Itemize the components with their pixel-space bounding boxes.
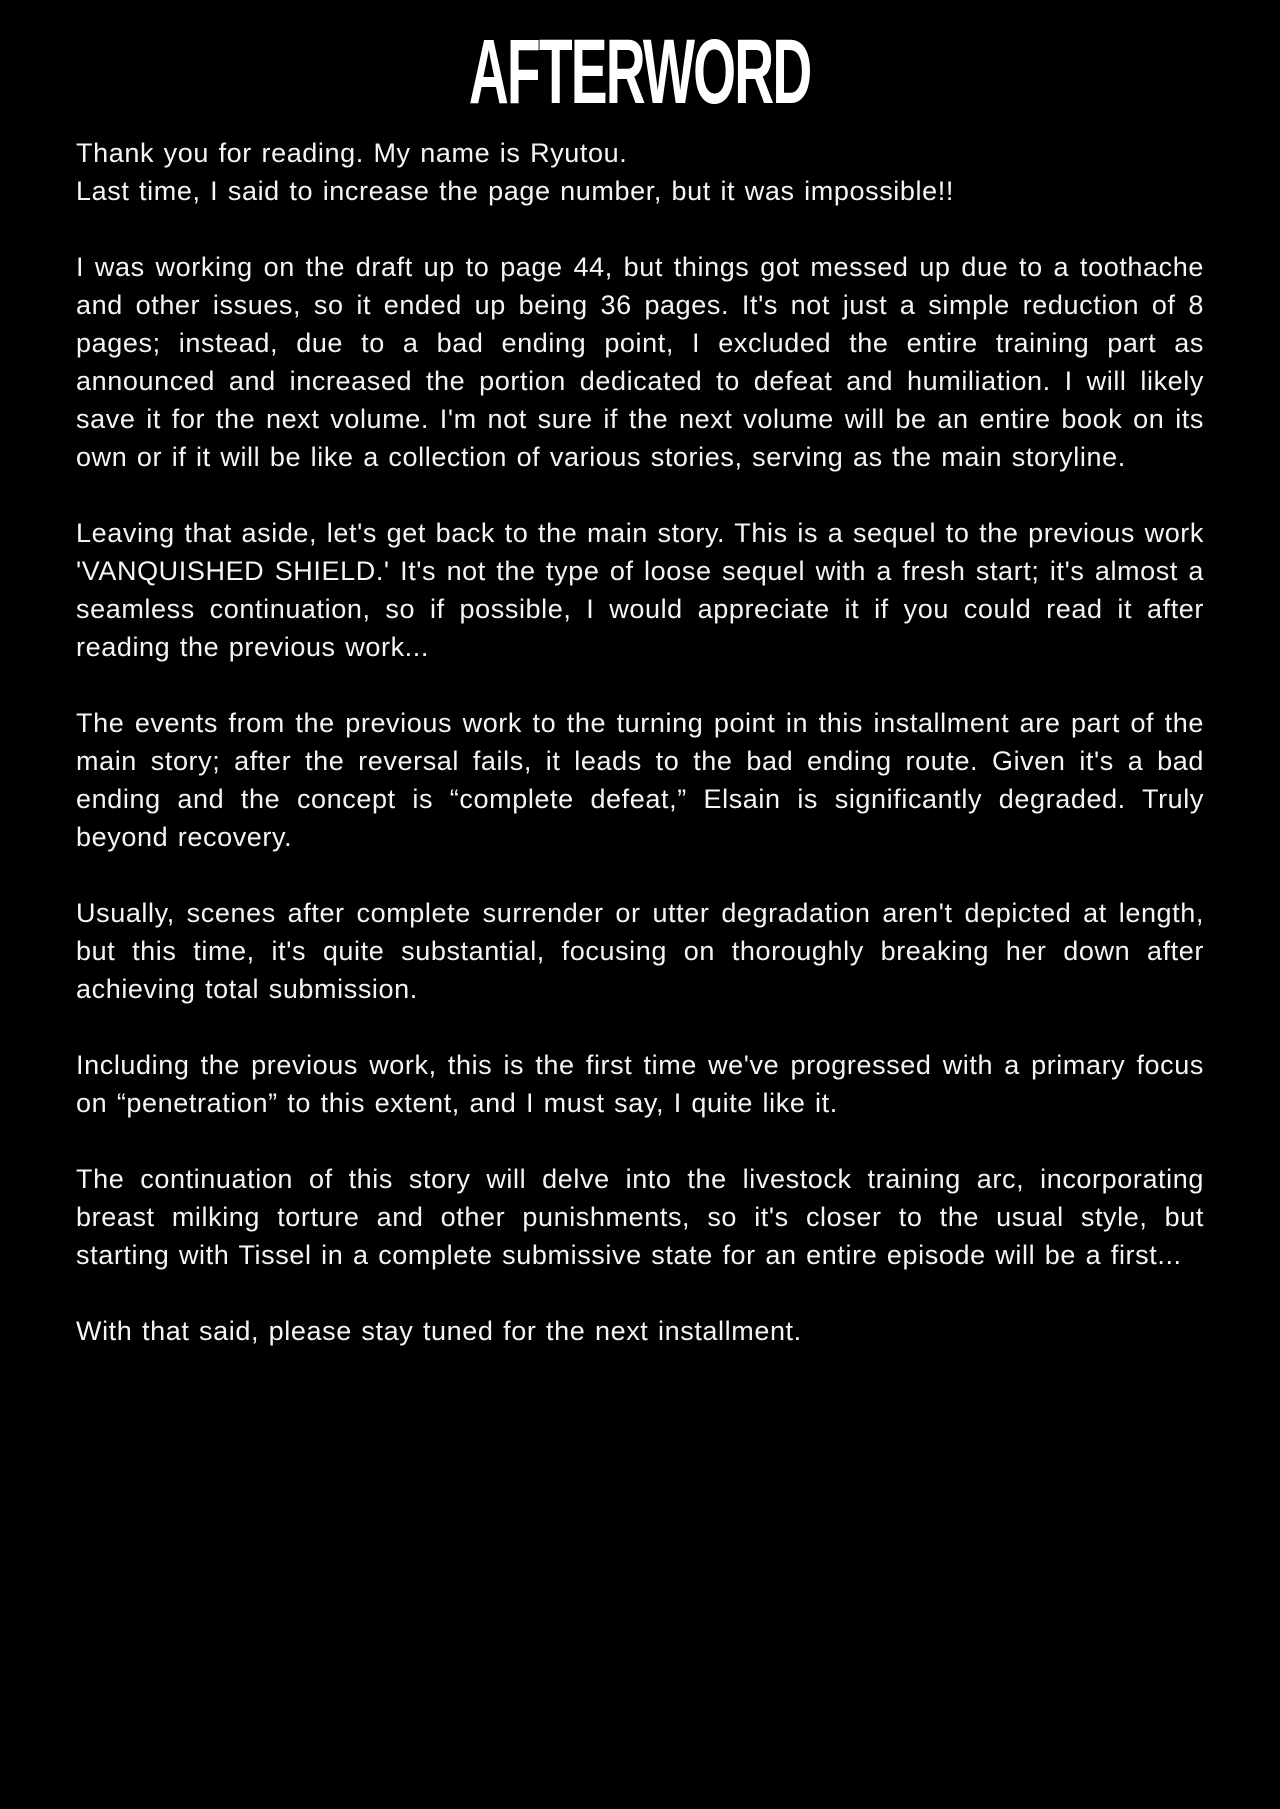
paragraph-continuation-plans: The continuation of this story will delve into the livestock training arc, incorporating breast milking torture and other punishments, so it's closer to the usual style, but starting with Tissel in a complete submissive state for an entire episode will be a first... xyxy=(76,1164,1204,1270)
paragraph-after-surrender: Usually, scenes after complete surrender or utter degradation aren't depicted at length, but this time, it's quite substantial, focusing on thoroughly breaking her down after achieving total submission. xyxy=(76,898,1204,1004)
paragraph-draft-pages: I was working on the draft up to page 44, but things got messed up due to a toothache and other issues, so it ended up being 36 pages. It's not just a simple reduction of 8 pages; instead, due to a bad ending point, I excluded the entire training part as announced and increased the portion dedicated to defeat and humiliation. I will likely save it for the next volume. I'm not sure if the next volume will be an entire book on its own or if it will be like a collection of various stories, serving as the main storyline. xyxy=(76,252,1204,472)
intro-line-2: Last time, I said to increase the page number, but it was impossible!! xyxy=(76,176,954,206)
intro-line-1: Thank you for reading. My name is Ryutou. xyxy=(76,138,628,168)
page-title xyxy=(76,21,1204,123)
afterword-text-block xyxy=(76,134,1204,1350)
paragraph-sequel-note: Leaving that aside, let's get back to the main story. This is a sequel to the previous work 'VANQUISHED SHIELD.' It's not the type of loose sequel with a fresh start; it's almost a seamless continuation, so if possible, I would appreciate it if you could read it after reading the previous work... xyxy=(76,518,1204,662)
page-title-text: AFTERWORD xyxy=(469,21,811,123)
paragraph-first-time-focus: Including the previous work, this is the first time we've progressed with a primary focus on “penetration” to this extent, and I must say, I quite like it. xyxy=(76,1050,1204,1118)
paragraph-closing: With that said, please stay tuned for the next installment. xyxy=(76,1316,802,1346)
paragraph-bad-ending-route: The events from the previous work to the turning point in this installment are part of the main story; after the reversal fails, it leads to the bad ending route. Given it's a bad ending and the concept is “complete defeat,” Elsain is significantly degraded. Truly beyond recovery. xyxy=(76,708,1204,852)
